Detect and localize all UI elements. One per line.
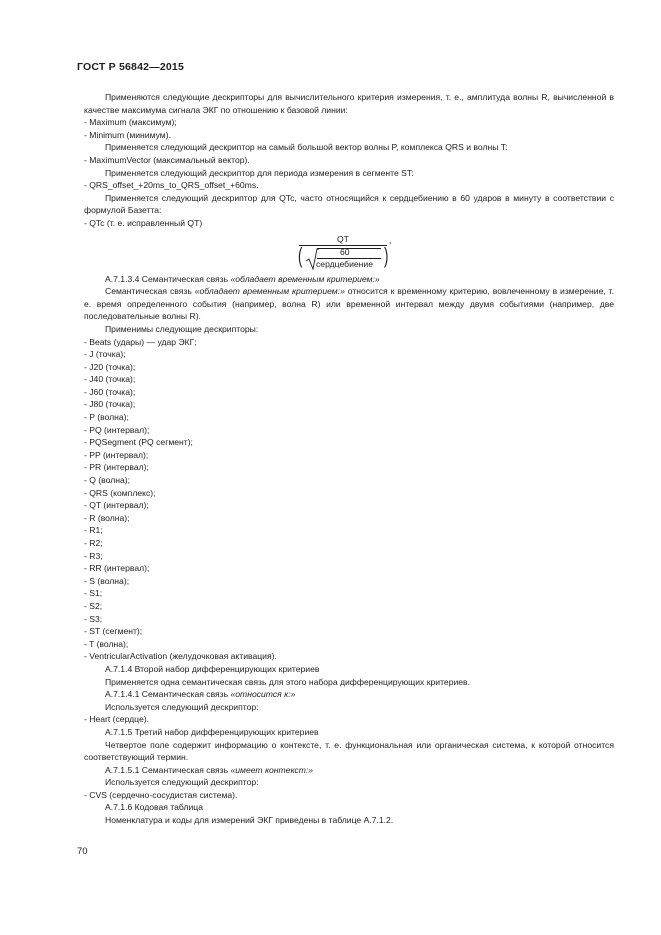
list-item: - R2;	[84, 538, 103, 548]
paragraph-a714: Применяется одна семантическая связь для этого набора дифференцирующих критериев.	[105, 676, 471, 687]
formula-comma: ,	[389, 234, 392, 245]
list-item: - RR (интервал);	[84, 563, 150, 574]
list-item: - Heart (сердце).	[84, 714, 150, 725]
left-paren: (	[298, 242, 303, 268]
list-item: - Q (волна);	[84, 475, 131, 486]
section-heading-a7141: А.7.1.4.1 Семантическая связь «относится к:»	[105, 689, 296, 700]
paragraph-intro: Используется следующий дескриптор:	[105, 701, 259, 712]
paragraph-computational-criterion: Применяются следующие дескрипторы для вычислительного критерия измерения, т. е., амплитуда волны R, вычисленной в качестве максимума сигнала ЭКГ по отношению к базовой линии:	[84, 92, 614, 115]
paragraph-temporal-criterion: Семантическая связь «обладает временным критерием:» относится к временному критерию, вовлеченному в измерение, т. е. время определенного события (например, волна R) или временной интервал между двумя событиями (например, две последовательные волны R).	[84, 286, 615, 322]
formula-inner-numerator: 60	[340, 246, 350, 257]
list-item: - PR (интервал);	[84, 462, 149, 473]
page-body	[84, 91, 614, 827]
list-item: - S2;	[84, 600, 103, 611]
list-item: - Beats (удары) — удар ЭКГ;	[84, 336, 197, 347]
list-item: - J60 (точка);	[84, 386, 136, 397]
list-item: - Minimum (минимум).	[84, 129, 171, 140]
document-header: ГОСТ Р 56842—2015	[77, 61, 185, 73]
list-item: - R1;	[84, 525, 103, 536]
section-heading-a7151: А.7.1.5.1 Семантическая связь «имеет контекст:»	[105, 764, 314, 775]
paragraph-a715: Четвертое поле содержит информацию о контексте, т. е. функциональная или органическая система, к которой относится соответствующий термин.	[84, 739, 614, 763]
list-item: - QT (интервал);	[84, 500, 149, 511]
list-item: - ST (сегмент);	[84, 626, 143, 637]
page-number: 70	[77, 846, 88, 857]
formula-numerator: QT	[337, 233, 349, 244]
list-item: - J (точка);	[84, 349, 126, 360]
formula-inner-denominator: сердцебиение	[316, 258, 374, 269]
bazett-formula	[84, 233, 614, 270]
section-heading-a714: А.7.1.4 Второй набор дифференцирующих критериев	[105, 663, 320, 674]
list-item: - R3;	[84, 550, 103, 561]
paragraph-intro: Применимы следующие дескрипторы:	[105, 323, 259, 334]
section-heading-a716: А.7.1.6 Кодовая таблица	[105, 802, 203, 813]
list-item: - R (волна);	[84, 512, 130, 523]
list-item: - CVS (сердечно-сосудистая система).	[84, 789, 238, 800]
paragraph-st-period: Применяется следующий дескриптор для периода измерения в сегменте ST:	[105, 167, 414, 178]
list-item: - J40 (точка);	[84, 374, 136, 385]
descriptor-list	[84, 336, 614, 663]
list-item: - VentricularActivation (желудочковая активация).	[84, 651, 277, 662]
list-item: - S1;	[84, 588, 103, 599]
list-item: - PP (интервал);	[84, 449, 149, 460]
list-item: - QRS (комплекс);	[84, 487, 156, 498]
section-heading-a7134: А.7.1.3.4 Семантическая связь «обладает временным критерием:»	[105, 273, 380, 284]
paragraph-intro: Используется следующий дескриптор:	[105, 777, 259, 788]
list-item: - Maximum (максимум);	[84, 117, 177, 128]
paragraph-a716: Номенклатура и коды для измерений ЭКГ приведены в таблице А.7.1.2.	[105, 815, 394, 826]
list-item: - QTc (т. е. исправленный QT)	[84, 217, 203, 228]
list-item: - S (волна);	[84, 575, 130, 586]
list-item: - J20 (точка);	[84, 361, 136, 372]
list-item: - T (волна);	[84, 638, 129, 649]
list-item: - PQSegment (PQ сегмент);	[84, 437, 193, 448]
list-item: - QRS_offset_+20ms_to_QRS_offset_+60ms.	[84, 180, 259, 191]
list-item: - PQ (интервал);	[84, 424, 150, 435]
list-item: - J80 (точка);	[84, 399, 136, 410]
list-item: - MaximumVector (максимальный вектор).	[84, 154, 250, 165]
list-item: - S3;	[84, 613, 103, 624]
list-item: - P (волна);	[84, 412, 129, 423]
section-heading-a715: А.7.1.5 Третий набор дифференцирующих критериев	[105, 726, 319, 737]
right-paren: )	[384, 242, 389, 268]
paragraph-qtc: Применяется следующий дескриптор для QTc, часто относящийся к сердцебиению в 60 ударов в минуту в соответствии с формулой Базетта:	[84, 192, 614, 216]
paragraph-max-vector: Применяется следующий дескриптор на самый большой вектор волны P, комплекса QRS и волны T:	[105, 142, 508, 153]
